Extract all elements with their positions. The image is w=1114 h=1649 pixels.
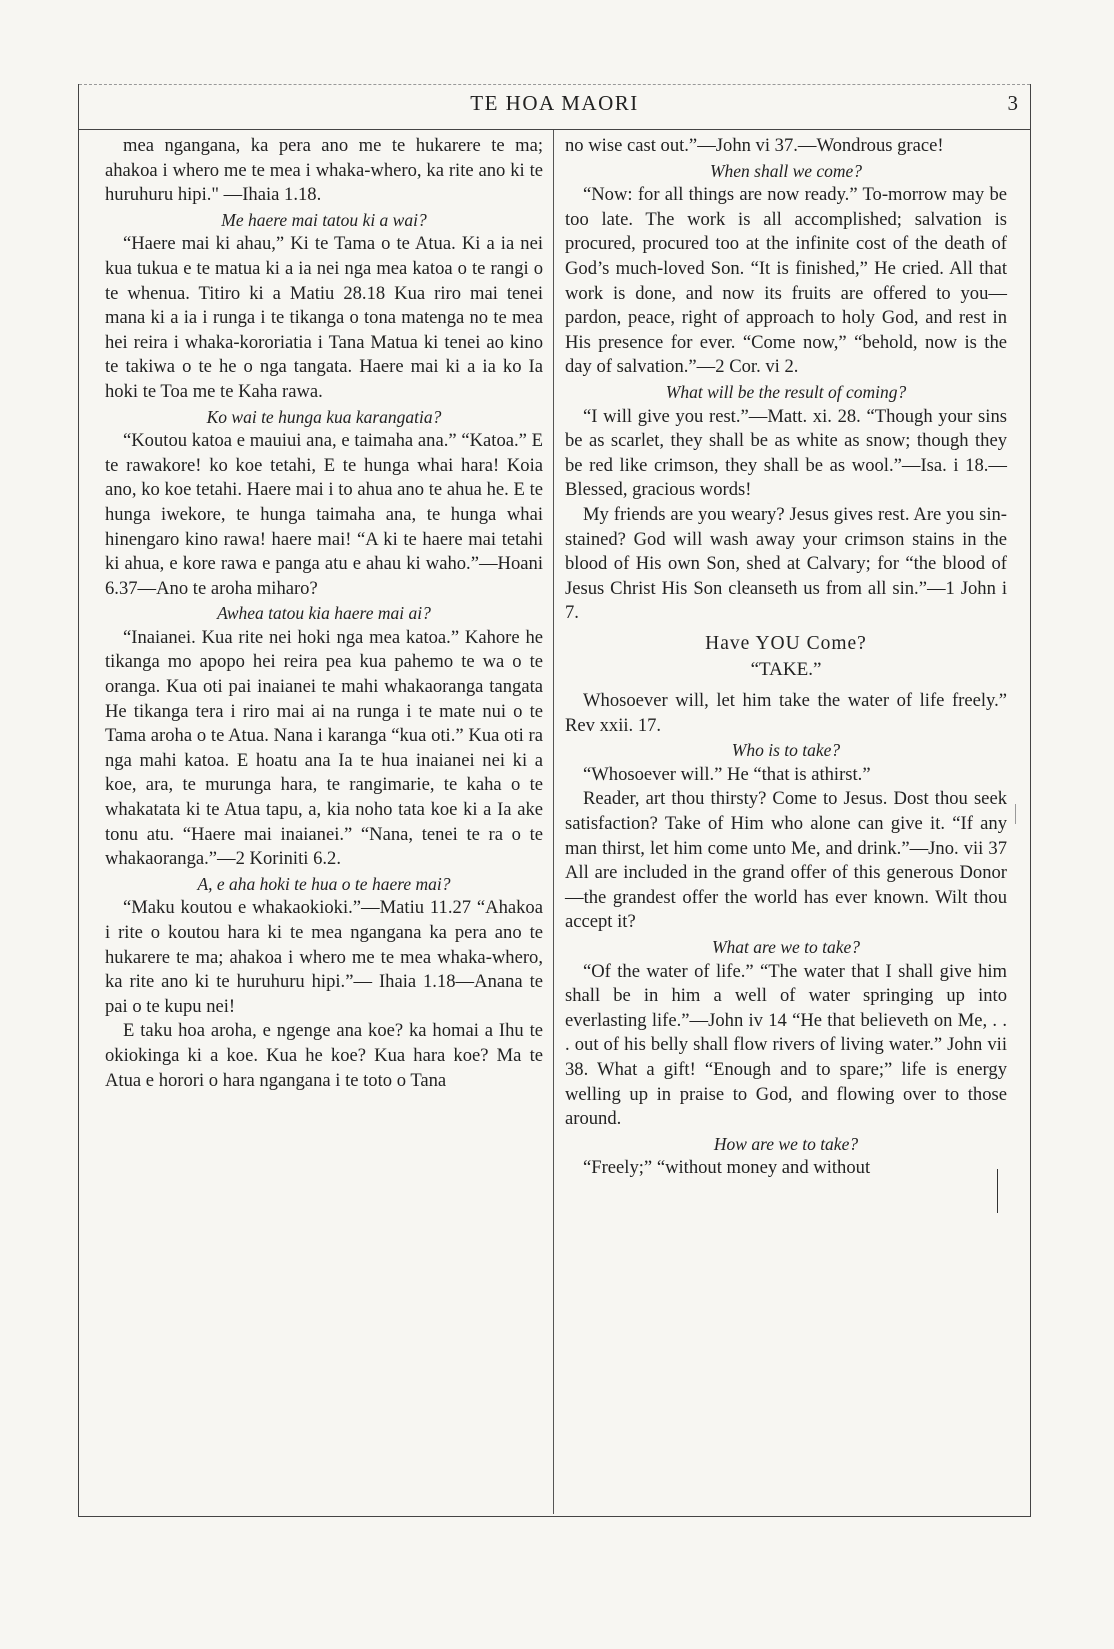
right-caps-heading: Have YOU Come? [705, 632, 867, 654]
right-paragraph: “Now: for all things are now ready.” To-morrow may be too late. The work is all accomplished; salvation is procured, procured too at the infinite cost of the death of God’s much-loved Son. “It is finished,” He cried. All that work is done, and now its fruits are offered to you—pardon, peace, right of approach to holy God, and rest in His presence for ever. “Come now,” “behold, now is the day of salvation.”—2 Cor. vi 2. [565, 184, 1007, 378]
left-paragraph: mea ngangana, ka pera ano me te hukarere te ma; ahakoa i whero me te mea i whaka-whero, ka rite ano ki te huruhuru hipi." —Ihaia 1.18. [105, 135, 543, 206]
left-section-heading: Awhea tatou kia haere mai ai? [217, 603, 431, 624]
right-section-heading: What are we to take? [711, 937, 861, 957]
column-divider [553, 130, 554, 1514]
left-paragraph: E taku hoa aroha, e ngenge ana koe? ka homai a Ihu te okiokinga ki a koe. Kua he koe? Kua hara koe? Ma te Atua e horori o hara ngangana i te toto o Tana [105, 1020, 543, 1091]
right-section-heading: Who is to take? [731, 740, 841, 761]
left-paragraph: “Maku koutou e whakaokioki.”—Matiu 11.27 “Ahakoa i rite o koutou hara ki te mea ngangana ka pera ano te hukarere te ma; ahakoa i whero me te mea whaka-whero, ka rite ano ki te huruhuru hipi.”— Ihaia 1.18—Anana te pai o te kupu nei! [105, 897, 543, 1017]
left-column [105, 134, 543, 1093]
left-paragraph: “Inaianei. Kua rite nei hoki nga mea katoa.” Kahore he tikanga mo apopo hei reira pea kua pahemo te wa o te oranga. Kua oti pai inaianei te mahi whakaoranga tangata He tikanga tera i riro mai ai na runga i te mate nui o te Tama aroha o te Atua. Nana i karanga “kua oti.” Kua oti ra nga mahi katoa. E hoatu ana Ia te hua inaianei nei ki a koe, ara, te murunga hara, te rangimarie, te kaha o te whakatata ki te Atua tapu, a, kia noho tata koe ki a Ia ake tonu atu. “Haere mai inaianei.” “Nana, tenei te ra o te whakaoranga.”—2 Koriniti 6.2. [105, 626, 543, 870]
right-paragraph: “I will give you rest.”—Matt. xi. 28. “Though your sins be as scarlet, they shall be as white as snow; though they be red like crimson, they shall be as wool.”—Isa. i 18.—Blessed, gracious words! [565, 405, 1007, 501]
right-section-heading: How are we to take? [713, 1133, 859, 1154]
right-section-heading: What will be the result of coming? [665, 381, 907, 402]
page-header [79, 84, 1030, 130]
margin-mark [1015, 804, 1016, 824]
right-paragraph: My friends are you weary? Jesus gives rest. Are you sin-stained? God will wash away your crimson stains in the blood of His own Son, shed at Calvary; for “the blood of Jesus Christ His Son cleanseth us from all sin.”—1 John i 7. [565, 503, 1007, 624]
left-section-heading: A, e aha hoki te hua o te haere mai? [197, 873, 451, 894]
right-paragraph: “Of the water of life.” “The water that I shall give him shall be in him a well of water springing up into everlasting life.”—John iv 14 “He that believeth on Me, . . . out of his belly shall flow rivers of living water.” John vii 38. What a gift! “Enough and to spare;” life is energy welling up in praise to God, and flowing over to those around. [565, 960, 1007, 1130]
newspaper-page [78, 84, 1031, 1517]
publication-title: TE HOA MAORI [470, 91, 639, 115]
left-paragraph: “Haere mai ki ahau,” Ki te Tama o te Atua. Ki a ia nei kua tukua e te matua ki a ia nei nga mea katoa o te rangi o te whenua. Titiro ki a Matiu 28.18 Kua riro mai tenei mana ki a ia i runga i te tikanga o tona matenga no te mea hei reira i whaka-kororiatia i Tana Matua ki tenei ao kino te takiwa o te he o nga tangata. Haere mai ki a ia ko Ia hoki te Toa me te Kaha rawa. [105, 233, 543, 402]
right-center-title: “TAKE.” [750, 659, 822, 681]
right-section-heading: When shall we come? [709, 160, 863, 181]
right-column [565, 134, 1007, 1181]
right-paragraph: “Whosoever will.” He “that is athirst.” [583, 763, 871, 785]
right-paragraph: “Freely;” “without money and without [583, 1157, 871, 1179]
right-paragraph: Whosoever will, let him take the water of life freely.” Rev xxii. 17. [565, 690, 1007, 736]
right-paragraph: Reader, art thou thirsty? Come to Jesus. Dost thou seek satisfaction? Take of Him who alone can give it. “If any man thirst, let him come unto Me, and drink.”—Jno. vii 37 All are included in the grand offer of this generous Donor—the grandest offer the world has ever known. Wilt thou accept it? [565, 788, 1007, 933]
left-paragraph: “Koutou katoa e mauiui ana, e taimaha ana.” “Katoa.” E te rawakore! ko koe tetahi, E te hunga whai hara! Koia ano, ko koe tetahi. Haere mai i to ahua ano te ahua he. E te hunga iwekore, te hunga taimaha ana, te hunga whai hinengaro kino rawa! haere mai! “A ki te haere mai tetahi ki ahua, e kore rawa e panga atu e ahau ki waho.”—Hoani 6.37—Ano te aroha miharo? [105, 430, 543, 599]
left-section-heading: Me haere mai tatou ki a wai? [221, 209, 427, 230]
left-section-heading: Ko wai te hunga kua karangatia? [206, 406, 442, 427]
right-paragraph: no wise cast out.”—John vi 37.—Wondrous grace! [565, 135, 944, 156]
page-number: 3 [1007, 91, 1018, 115]
margin-mark [997, 1169, 999, 1213]
